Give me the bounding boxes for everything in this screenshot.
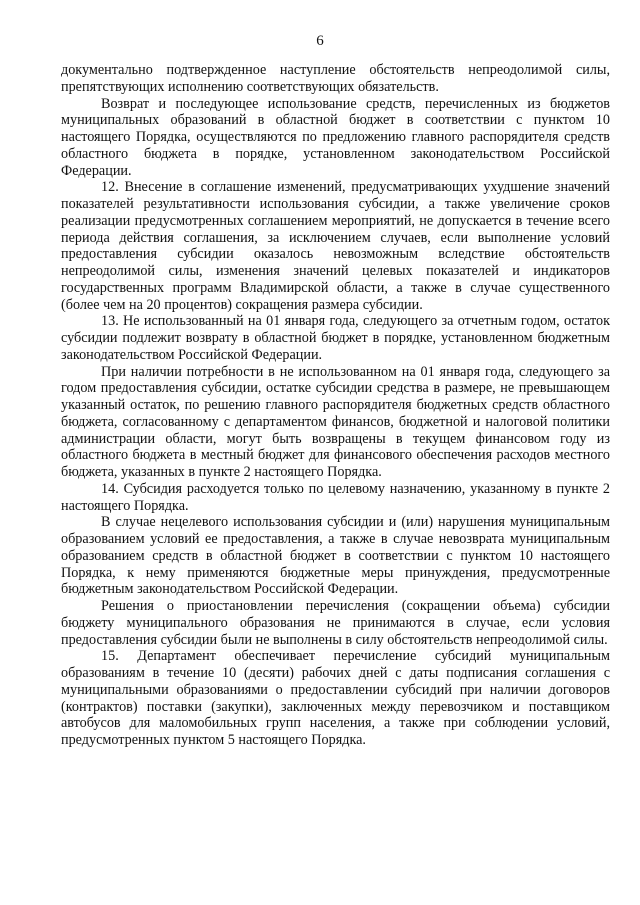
paragraph-suspension-decisions: Решения о приостановлении перечисления (сокращении объема) субсидии бюджету муниципального образования не принимаются в случае, если условия предоставления субсидии были не выполнены в силу обстоятельств непреодолимой силы. <box>61 598 610 648</box>
paragraph-force-majeure-continuation: документально подтвержденное наступление обстоятельств непреодолимой силы, препятствующих исполнению соответствующих обязательств. <box>61 62 610 95</box>
paragraph-clause-12: 12. Внесение в соглашение изменений, предусматривающих ухудшение значений показателей результативности использования субсидии, а также увеличение сроков реализации предусмотренных соглашением мероприятий, не допускается в течение всего периода действия соглашения, за исключением случаев, если выполнение условий предоставления субсидии оказалось невозможным вследствие обстоятельств непреодолимой силы, изменения значений целевых показателей и индикаторов государственных программ Владимирской области, а также в случае существенного (более чем на 20 процентов) сокращения размера субсидии. <box>61 179 610 313</box>
paragraph-return-of-funds: Возврат и последующее использование средств, перечисленных из бюджетов муниципальных образований в областной бюджет в соответствии с пунктом 10 настоящего Порядка, осуществляются по предложению главного распорядителя средств областного бюджета в порядке, установленном законодательством Российской Федерации. <box>61 95 610 179</box>
paragraph-clause-14: 14. Субсидия расходуется только по целевому назначению, указанному в пункте 2 настоящего Порядка. <box>61 480 610 514</box>
page-number: 6 <box>316 33 324 49</box>
paragraph-clause-15: 15. Департамент обеспечивает перечисление субсидий муниципальным образованиям в течение 10 (десяти) рабочих дней с даты подписания соглашения с муниципальными образованиями о предоставлении субсидий при наличии договоров (контрактов) поставки (закупки), заключенных между перевозчиком и поставщиком автобусов для маломобильных групп населения, а также при соблюдении условий, предусмотренных пунктом 5 настоящего Порядка. <box>61 648 610 748</box>
paragraph-unused-balance: При наличии потребности в не использованном на 01 января года, следующего за годом предоставления субсидии, остатке субсидии средства в размере, не превышающем указанный остаток, по решению главного распорядителя бюджетных средств областного бюджета, согласованному с департаментом финансов, бюджетной и налоговой политики администрации области, могут быть возвращены в текущем финансовом году из областного бюджета в местный бюджет для финансового обеспечения расходов местного бюджета, указанных в пункте 2 настоящего Порядка. <box>61 363 610 480</box>
paragraph-misuse-measures: В случае нецелевого использования субсидии и (или) нарушения муниципальным образованием условий ее предоставления, а также в случае невозврата муниципальным образованием средств в областной бюджет в соответствии с пунктом 10 настоящего Порядка, к нему применяются бюджетные меры принуждения, предусмотренные бюджетным законодательством Российской Федерации. <box>61 514 610 598</box>
document-body <box>61 62 610 749</box>
paragraph-clause-13: 13. Не использованный на 01 января года, следующего за отчетным годом, остаток субсидии подлежит возврату в областной бюджет в порядке, установленном бюджетным законодательством Российской Федерации. <box>61 313 610 363</box>
